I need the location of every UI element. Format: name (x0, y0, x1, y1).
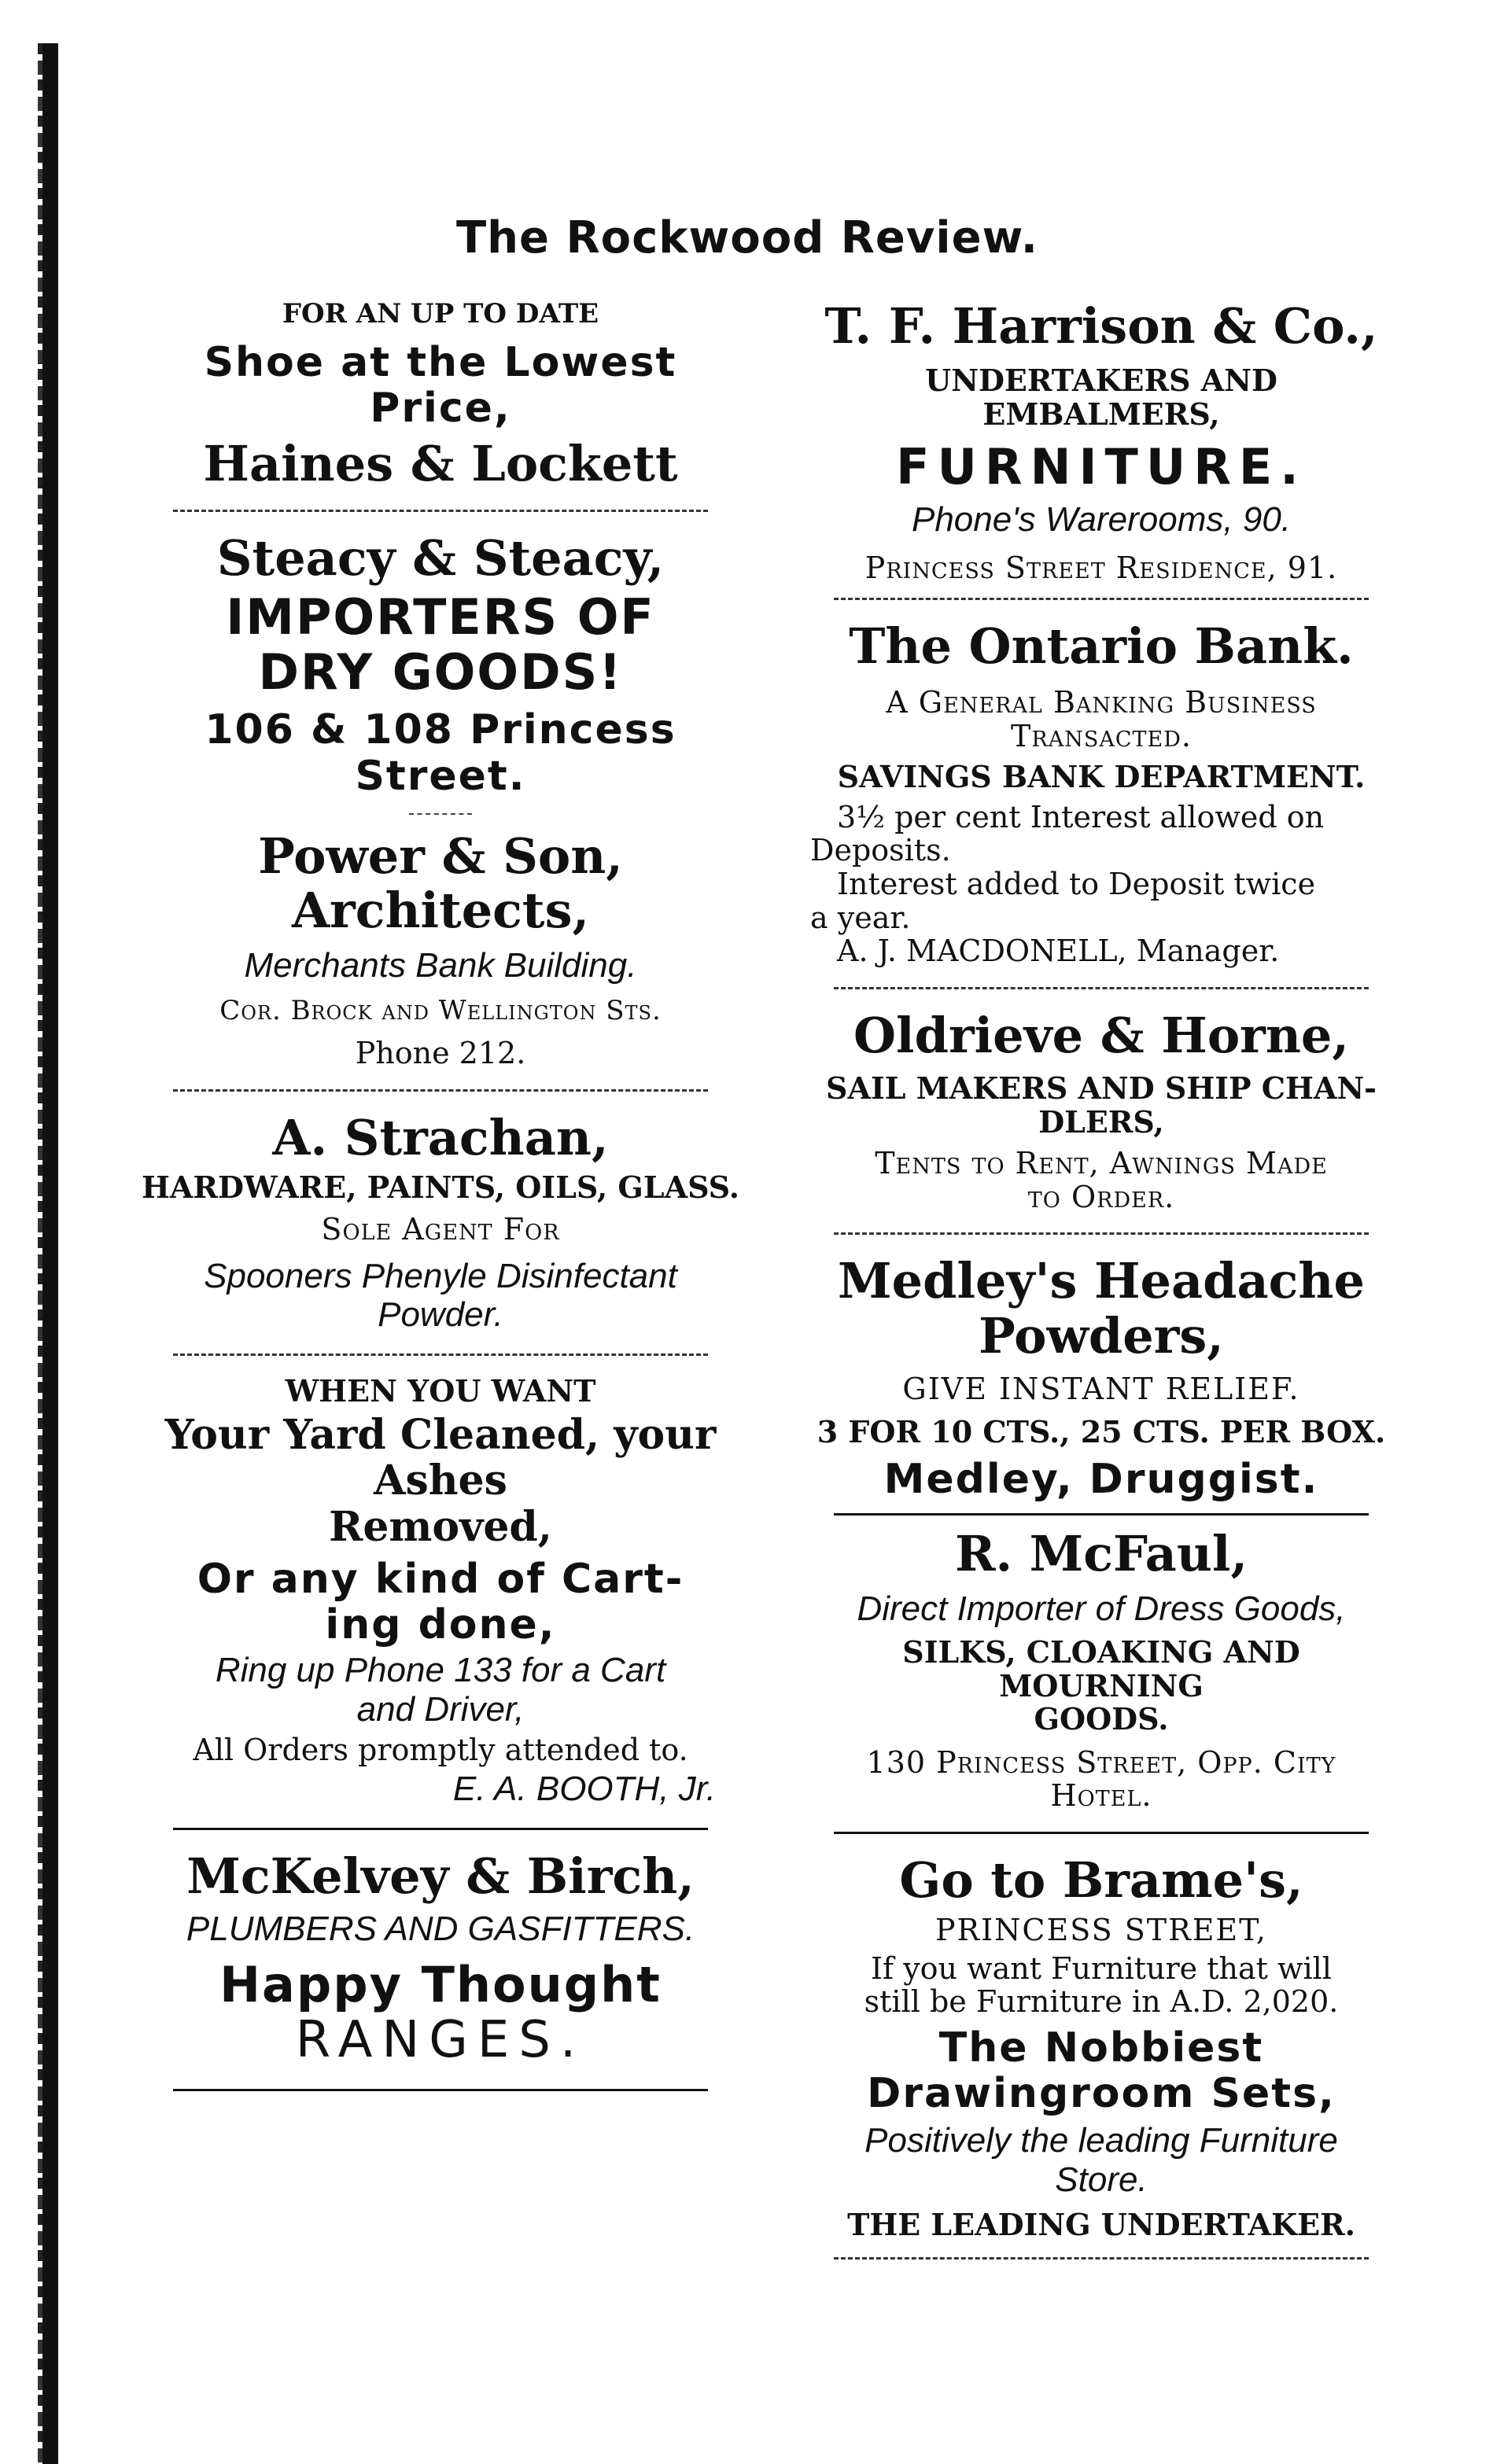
ad-tagline: WHEN YOU WANT (285, 1372, 596, 1409)
divider (173, 510, 708, 512)
ad-price: 3 FOR 10 CTS., 25 CTS. PER BOX. (817, 1413, 1386, 1449)
ad-business-name: R. McFaul, (954, 1525, 1248, 1583)
ad-tagline: Direct Importer of Dress Goods, (857, 1589, 1346, 1628)
ad-mcfaul (802, 1527, 1400, 1812)
ad-headline-cont: Removed, (329, 1502, 552, 1551)
page-title: The Rockwood Review. (455, 212, 1039, 263)
ad-instructions-cont: and Driver, (356, 1689, 525, 1729)
ad-headline: The Nobbiest (938, 2024, 1264, 2072)
ad-product: Happy Thought (219, 1956, 662, 2014)
ad-address: 130 Princess Street, Opp. City (866, 1744, 1336, 1780)
binding-spine (42, 43, 58, 2464)
ad-products: SILKS, CLOAKING AND MOURNING (902, 1634, 1300, 1703)
ad-product-name: Medley's Headache Powders, (838, 1252, 1365, 1365)
ad-ontario-bank (802, 619, 1400, 968)
divider (834, 2257, 1369, 2260)
divider (173, 1354, 708, 1356)
ad-signature: E. A. BOOTH, Jr. (452, 1770, 716, 1809)
ad-product-name-cont: Powder. (378, 1295, 503, 1335)
ad-medley (802, 1254, 1400, 1502)
ad-headline-2: Or any kind of Cart- (197, 1555, 684, 1603)
ad-booth (142, 1372, 739, 1809)
right-column (802, 299, 1400, 2278)
ad-power-son (142, 829, 739, 1070)
ad-strachan (142, 1110, 739, 1335)
ad-products-cont: GOODS. (1034, 1701, 1169, 1737)
left-column (142, 299, 739, 2110)
ad-headline-cont: Drawingroom Sets, (867, 2070, 1336, 2118)
ad-pitch-cont: still be Furniture in A.D. 2,020. (864, 1984, 1339, 2020)
ad-services: Tents to Rent, Awnings Made (875, 1146, 1328, 1181)
ad-phone: Phone 212. (355, 1035, 526, 1070)
ad-trade: SAIL MAKERS AND SHIP CHAN- (826, 1070, 1377, 1107)
ad-trade-cont: DLERS, (1038, 1103, 1164, 1140)
ad-headline: FURNITURE. (896, 437, 1307, 495)
ad-business-name: T. F. Harrison & Co., (824, 297, 1378, 355)
ad-trade: UNDERTAKERS AND EMBALMERS, (925, 363, 1277, 432)
ad-footer: THE LEADING UNDERTAKER. (847, 2206, 1355, 2242)
ad-headline: IMPORTERS OF (226, 588, 655, 646)
ad-address: 106 & 108 Princess (205, 706, 676, 754)
ad-headline-cont: DRY GOODS! (258, 643, 623, 701)
ad-phone: Phone's Warerooms, 90. (911, 499, 1292, 539)
ad-interest: 3½ per cent Interest allowed on (837, 799, 1325, 834)
ad-business-name: Haines & Lockett (203, 434, 678, 492)
divider (173, 1089, 708, 1092)
divider (173, 2089, 708, 2091)
ad-interest-cont: Deposits. (810, 833, 951, 868)
ad-business-name: Go to Brame's, (899, 1851, 1303, 1909)
ad-harrison (802, 299, 1400, 585)
ad-department: SAVINGS BANK DEPARTMENT. (837, 759, 1366, 795)
ad-business-name: A. Strachan, (272, 1108, 609, 1166)
ad-oldrieve-horne (802, 1008, 1400, 1214)
ad-claim: GIVE INSTANT RELIEF. (902, 1372, 1300, 1407)
ad-business-name: Oldrieve & Horne, (853, 1006, 1349, 1064)
ad-business-name: Power & Son, Architects, (258, 827, 623, 940)
ad-address: Cor. Brock and Wellington Sts. (219, 994, 662, 1026)
divider (834, 1232, 1369, 1235)
ad-services-cont: to Order. (1027, 1179, 1175, 1214)
divider (173, 1828, 708, 1830)
ad-interest-2-cont: a year. (810, 900, 911, 935)
divider-short (409, 813, 472, 815)
ad-headline: Shoe at the Lowest (204, 339, 677, 387)
ad-products: HARDWARE, PAINTS, OILS, GLASS. (142, 1169, 739, 1205)
ad-business-name: Medley, Druggist. (883, 1456, 1319, 1504)
ad-tagline: FOR AN UP TO DATE (282, 298, 599, 330)
ad-trade: PLUMBERS AND GASFITTERS. (186, 1910, 695, 1949)
ad-headline-2-cont: ing done, (325, 1601, 556, 1649)
ad-address-cont: Street. (355, 752, 526, 800)
divider (834, 987, 1369, 989)
ad-description-cont: Transacted. (1011, 718, 1192, 753)
ad-note: All Orders promptly attended to. (193, 1732, 688, 1767)
ad-instructions: Ring up Phone 133 for a Cart (215, 1651, 666, 1690)
ad-product-name: Spooners Phenyle Disinfectant (204, 1257, 677, 1296)
ad-business-name: The Ontario Bank. (849, 617, 1354, 675)
ad-description: A General Banking Business (886, 685, 1317, 720)
ad-product-cont: RANGES. (295, 2010, 586, 2069)
divider (834, 1513, 1369, 1516)
ad-tagline-cont: Store. (1055, 2160, 1148, 2199)
ad-mckelvey-birch (142, 1849, 739, 2069)
divider (834, 1832, 1369, 1834)
ad-brame (802, 1853, 1400, 2242)
ad-address: PRINCESS STREET, (934, 1913, 1268, 1948)
ad-haines-lockett (142, 299, 739, 491)
ad-manager: A. J. MACDONELL, Manager. (837, 934, 1280, 969)
ad-interest-2: Interest added to Deposit twice (837, 866, 1316, 901)
ad-steacy (142, 531, 739, 799)
ad-residence: Princess Street Residence, 91. (864, 551, 1338, 586)
ad-tagline: Positively the leading Furniture (864, 2121, 1338, 2160)
ad-headline-cont: Price, (370, 385, 511, 433)
ad-location: Merchants Bank Building. (244, 945, 637, 985)
ad-pitch: If you want Furniture that will (871, 1950, 1332, 1986)
ad-headline: Your Yard Cleaned, your Ashes (164, 1411, 717, 1505)
ad-business-name: McKelvey & Birch, (186, 1847, 695, 1905)
ad-address-cont: Hotel. (1050, 1778, 1152, 1814)
ad-subtitle: Sole Agent For (321, 1211, 560, 1247)
divider (834, 598, 1369, 600)
ad-business-name: Steacy & Steacy, (216, 529, 665, 587)
